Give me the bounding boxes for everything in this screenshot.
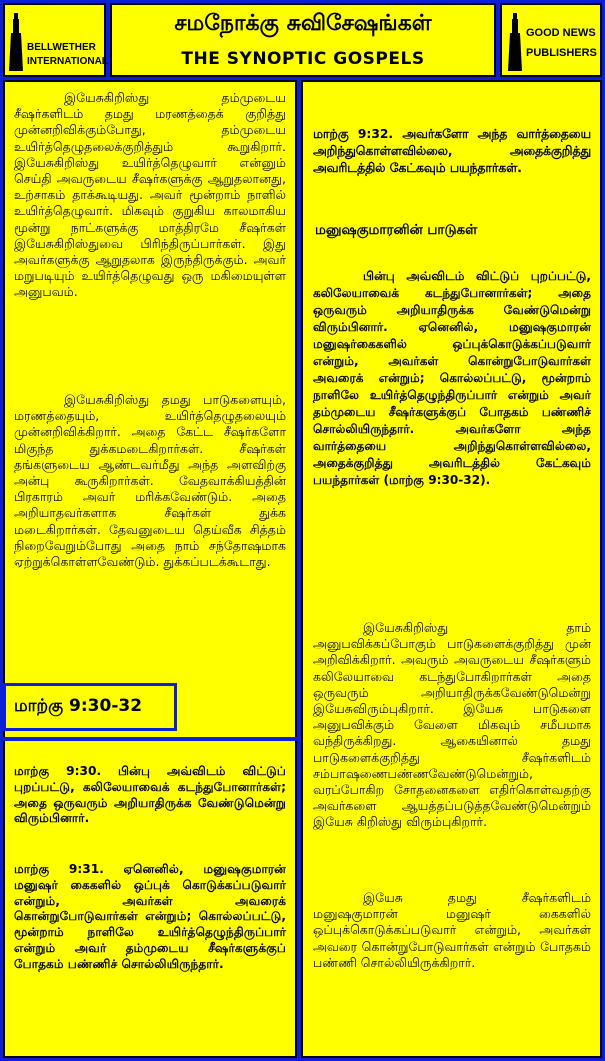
scripture-reference-heading: மாற்கு 9:30-32 xyxy=(14,696,143,716)
page-title-english: THE SYNOPTIC GOSPELS xyxy=(181,49,425,69)
right-paragraph-2: இயேசுகிறிஸ்து தாம் அனுபவிக்கப்போகும் பாடுகளைக்குறித்து முன் அறிவிக்கிறார். அவரும் அவருடைய சீஷர்களும் கலிலேயாவை கடந்துபோகிறார்கள் அதை ஒருவரும் அறியாதிருக்கவேண்டுமென்று இயேசுவிரும்புகிறார். இயேசு பாடுகளை அனுபவிக்கும் வேளை மிகவும் சமீபமாக வந்திருக்கிறது. ஆகையினால் தமது பாடுகளைக்குறித்து சீஷர்களிடம் சம்பாஷணைபண்ணவேண்டுமென்றும், வரப்போகிற சோதனைகளை எதிர்கொள்வதற்கு அவர்களை ஆயத்தப்படுத்தவேண்டுமென்றும் இயேசு கிறிஸ்து விரும்புகிறார். xyxy=(313,620,591,830)
verse-9-32: மாற்கு 9:32. அவர்களோ அந்த வார்த்தையை அறிந்துகொள்ளவில்லை, அதைக்குறித்து அவரிடத்தில் கேட்கவும் பயந்தார்கள். xyxy=(313,127,591,175)
logo-right-line1: GOOD NEWS xyxy=(526,27,596,39)
logo-bellwether xyxy=(3,3,106,77)
tower-icon xyxy=(508,13,522,71)
tower-icon xyxy=(9,13,23,71)
verse-9-31: மாற்கு 9:31. ஏனெனில், மனுஷகுமாரன் மனுஷர் கைகளில் ஒப்புக் கொடுக்கப்படுவார் என்றும், அவர்கள் அவரைக் கொன்றுபோடுவார்கள் என்றும்; கொல்லப்பட்டு, மூன்றாம் நாளிலே உயிர்த்தெழுந்திருப்பார் என்றும் அவர் தம்முடைய சீஷர்களுக்குப் போதகம் பண்ணிச் சொல்லியிருந்தார். xyxy=(14,862,286,971)
left-paragraph-2: இயேசுகிறிஸ்து தமது பாடுகளையும், மரணத்தையும், உயிர்த்தெழுதலையும் முன்னறிவிக்கிறார். அதை கேட்ட சீஷர்களோ மிகுந்த துக்கமடைகிறார்கள். சீஷர்கள் தங்களுடைய ஆண்டவர்மீது அந்த அளவிற்கு அன்பு கூருகிறார்கள். வேதவாக்கியத்தின் பிரகாரம் அவர் மரிக்கவேண்டும். அதை அறியாதவர்களாக சீஷர்கள் துக்க மடைகிறார்கள். தேவனுடைய தெய்வீக சித்தம் நிறைவேறும்போது அதை நாம் சந்தோஷமாக ஏற்றுக்கொள்ளவேண்டும். துக்கப்படக்கூடாது. xyxy=(14,392,286,570)
logo-left-line2: INTERNATIONAL xyxy=(27,56,108,67)
page-title-box xyxy=(110,3,496,77)
logo-left-line1: BELLWETHER xyxy=(27,42,96,53)
left-paragraph-1: இயேசுகிறிஸ்து தம்முடைய சீஷர்களிடம் தமது மரணத்தைக் குறித்து முன்னறிவிக்கும்போது, தம்முடைய உயிர்த்தெழுதலைக்குறித்தும் கூறுகிறார். இயேசுகிறிஸ்து உயிர்த்தெழுவார் என்னும் செய்தி அவருடைய சீஷர்களுக்கு ஆறுதலானது, உற்சாகம் தாக்கூடியது. அவர் மூன்றாம் நாளில் உயிர்த்தெழுவார். மிகவும் குறுகிய காலமாகிய மூன்று நாட்களுக்கு மாத்திரமே சீஷர்கள் இயேசுகிறிஸ்துவை பிரிந்திருப்பார்கள். இது அவர்களுக்கு ஆறுதலாக இருந்திருக்கும். அவர் மறுபடியும் உயிர்த்தெழுவது ஒரு மகிமையுள்ள அனுபவம். xyxy=(14,90,286,300)
scripture-reference-box xyxy=(3,683,177,731)
logo-right-line2: PUBLISHERS xyxy=(526,47,597,59)
section-heading: மனுஷகுமாரனின் பாடுகள் xyxy=(315,222,478,238)
divider xyxy=(3,737,297,741)
logo-good-news xyxy=(500,3,602,77)
verse-9-30: மாற்கு 9:30. பின்பு அவ்விடம் விட்டுப் புறப்பட்டு, கலிலேயாவைக் கடந்துபோனார்கள்; அதை ஒருவரும் அறியாதிருக்க வேண்டுமென்று விரும்பினார். xyxy=(14,764,286,826)
right-paragraph-3: இயேசு தமது சீஷர்களிடம் மனுஷகுமாரன் மனுஷர் கைகளில் ஒப்புக்கொடுக்கப்படுவார் என்றும், அவர்கள் அவரை கொன்றுபோடுவார்கள் என்றும் போதகம் பண்ணி சொல்லியிருக்கிறார். xyxy=(313,890,591,970)
page-title-tamil: சமநோக்கு சுவிசேஷங்கள் xyxy=(174,11,432,36)
right-paragraph-1: பின்பு அவ்விடம் விட்டுப் புறப்பட்டு, கலிலேயாவைக் கடந்துபோனார்கள்; அதை ஒருவரும் அறியாதிருக்க வேண்டுமென்று விரும்பினார். ஏனெனில், மனுஷகுமாரன் மனுஷர்கைகளில் ஒப்புக்கொடுக்கப்படுவார் என்றும், அவர்கள் கொன்றுபோடுவார்கள் அவரைக் என்றும்; கொல்லப்பட்டு, மூன்றாம் நாளிலே உயிர்த்தெழுந்திருப்பார் என்றும் அவர் தம்முடைய சீஷர்களுக்குப் போதகம் பண்ணிச் சொல்லியிருந்தார். அவர்களோ அந்த வார்த்தையை அறிந்துகொள்ளவில்லை, அதைக்குறித்து அவரிடத்தில் கேட்கவும் பயந்தார்கள் (மாற்கு 9:30-32). xyxy=(313,269,591,487)
